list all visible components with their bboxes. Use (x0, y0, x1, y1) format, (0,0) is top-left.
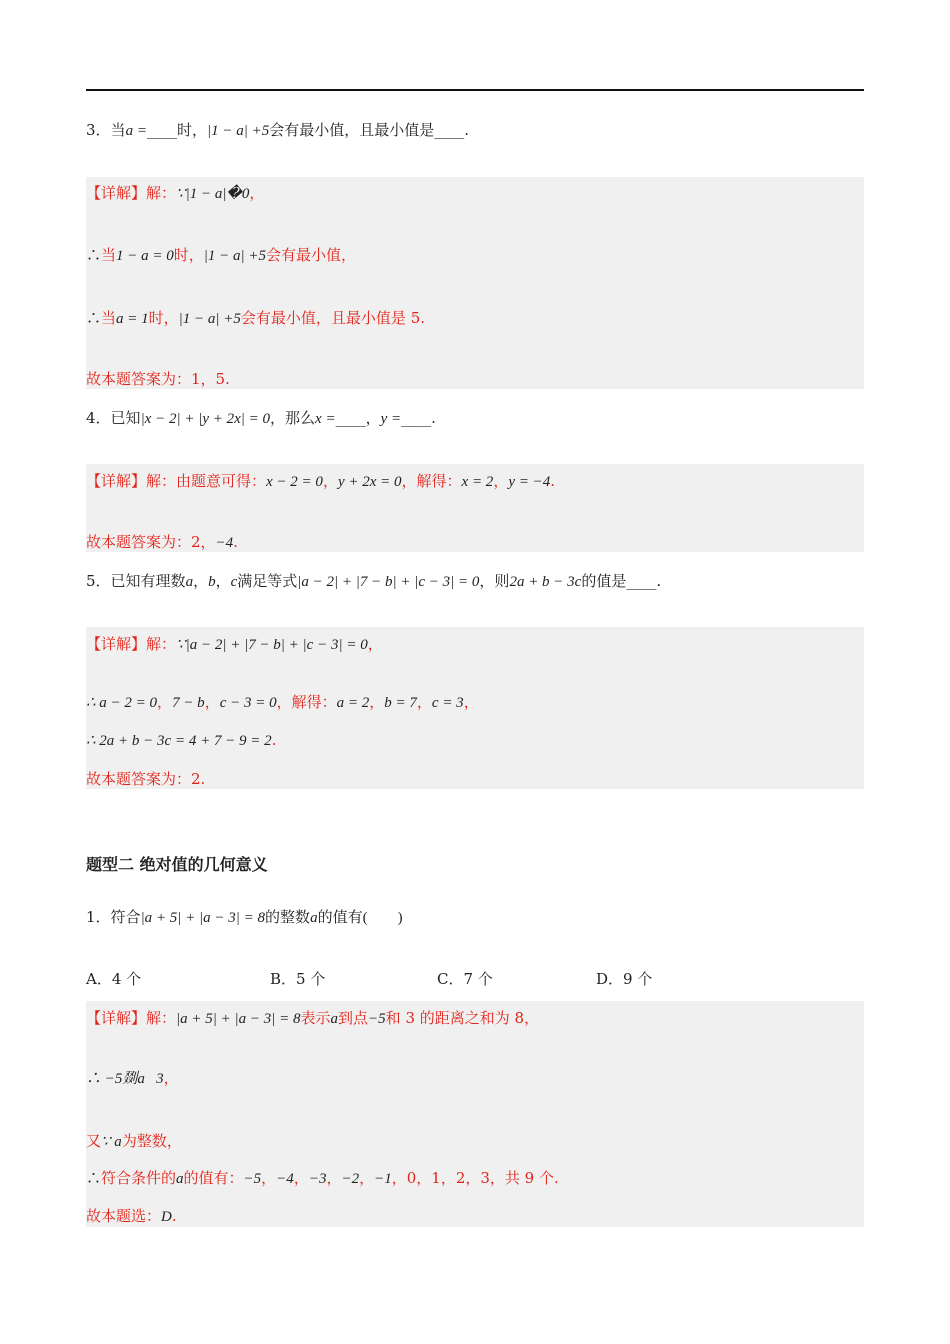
text: ，解得： (401, 472, 462, 490)
text: 解：由题意可得： (146, 472, 267, 490)
text: ， (365, 409, 381, 427)
header-rule (86, 89, 864, 91)
math: |a + 5| + |a − 3| = 8 (176, 1011, 301, 1027)
text: 时， (176, 121, 207, 139)
answer-blank: ____ (335, 409, 366, 427)
question-number: 4． (86, 409, 111, 427)
math: x = 2 (461, 474, 494, 490)
text: ，那么 (270, 409, 316, 427)
text: 当 (101, 246, 117, 264)
answer-text: 故本题答案为：2. (86, 770, 206, 788)
answer-text: 故本题答案为：1，5. (86, 370, 230, 388)
solution-5-line-3 (86, 730, 276, 751)
math: b (208, 574, 216, 590)
math: a (176, 1171, 184, 1187)
math: D (161, 1209, 172, 1225)
answer-blank: ____ (146, 121, 177, 139)
math: y + 2x = 0 (337, 474, 402, 490)
text: 的值有： (183, 1169, 244, 1187)
text: ， (204, 693, 220, 711)
solution-1-line-2 (86, 1068, 179, 1089)
question-3 (86, 120, 469, 141)
answer-blank: ____ (401, 409, 432, 427)
solution-3-answer (86, 369, 230, 389)
math: a (330, 1011, 339, 1027)
text: . (271, 731, 277, 749)
solution-5-answer (86, 769, 205, 789)
math: c (230, 574, 238, 590)
text: 的整数 (265, 908, 311, 926)
math: |x − 2| + |y + 2x| = 0 (140, 411, 271, 427)
text: 表示 (300, 1009, 331, 1027)
math: ∴ −5剟a 3 (86, 1071, 164, 1087)
math: |1 − a| +5 (203, 248, 267, 264)
math: −4 (276, 1171, 294, 1187)
question-number: 3． (86, 121, 111, 139)
solution-3-line-1 (86, 183, 264, 204)
solution-1-answer (86, 1206, 177, 1227)
question-number: 5． (86, 572, 111, 590)
math: −5 (368, 1011, 386, 1027)
math: c = 3 (431, 695, 464, 711)
text: . (550, 472, 556, 490)
detail-tag: 【详解】 (86, 635, 147, 653)
answer-blank: ____ (434, 121, 465, 139)
text: ， (369, 693, 385, 711)
text: ， (261, 1169, 277, 1187)
math: ∵|a − 2| + |7 − b| + |c − 3| = 0 (176, 637, 368, 653)
text: ， (193, 572, 209, 590)
math: |a − 2| + |7 − b| + |c − 3| = 0 (297, 574, 480, 590)
text: ， (157, 693, 173, 711)
math: a = 1 (116, 311, 149, 327)
solution-1-line-3 (86, 1131, 182, 1152)
question-1 (86, 907, 403, 928)
solution-box-1 (86, 1001, 864, 1227)
text: ，解得： (276, 693, 337, 711)
math: ∵|1 − a|�0 (176, 186, 250, 202)
solution-1-line-1 (86, 1008, 539, 1029)
math: −3 (308, 1171, 327, 1187)
text: 满足等式 (237, 572, 298, 590)
math: a (185, 574, 194, 590)
solution-4-answer (86, 532, 238, 553)
text: 已知有理数 (110, 572, 186, 590)
option-a: A．4 个 (86, 970, 142, 988)
text: ， (163, 1069, 179, 1087)
text: 为整数， (121, 1132, 182, 1150)
math: x = (315, 411, 336, 427)
math: b = 7 (384, 695, 417, 711)
math: a = (125, 123, 147, 139)
answer-text: 故本题选： (86, 1207, 162, 1225)
text: ，0，1，2，3，共 9 个. (391, 1169, 559, 1187)
text: ， (493, 472, 509, 490)
option-b: B．5 个 (270, 970, 326, 988)
section-title: 题型二 绝对值的几何意义 (86, 855, 268, 874)
answer-text: 故本题答案为：2， (86, 533, 216, 551)
text: 的值是 (581, 572, 627, 590)
text: . (431, 409, 436, 427)
answer-blank: ____ (626, 572, 657, 590)
math: −1 (374, 1171, 392, 1187)
text: ， (463, 693, 479, 711)
detail-tag: 【详解】 (86, 184, 147, 202)
text: 符合条件的 (101, 1169, 177, 1187)
math: |1 − a| +5 (206, 123, 270, 139)
text: ， (416, 693, 432, 711)
solution-5-line-2 (86, 692, 479, 713)
text: ， (322, 472, 338, 490)
text: ，则 (479, 572, 510, 590)
math: a = 2 (336, 695, 370, 711)
text: 已知 (110, 409, 141, 427)
question-4 (86, 408, 436, 429)
math: −4 (215, 535, 234, 551)
math: y = (380, 411, 402, 427)
math: −2 (341, 1171, 360, 1187)
text: 解： (146, 184, 177, 202)
math: y = −4 (508, 474, 551, 490)
text: 会有最小值，且最小值是 5. (240, 309, 426, 327)
text: 当 (110, 121, 126, 139)
text: 当 (101, 309, 117, 327)
therefore-symbol: ∴ (86, 246, 102, 264)
math: 2a + b − 3c (509, 574, 582, 590)
option-c: C．7 个 (437, 970, 493, 988)
solution-box-3 (86, 177, 864, 389)
text: 解： (146, 635, 177, 653)
math: c − 3 = 0 (219, 695, 277, 711)
text: 又 (86, 1132, 102, 1150)
text: ， (359, 1169, 375, 1187)
therefore-symbol: ∴ (86, 309, 102, 327)
text: . (171, 1207, 177, 1225)
text: 的值有 (317, 908, 363, 926)
text: 会有最小值，且最小值是 (269, 121, 435, 139)
text: ， (293, 1169, 309, 1187)
therefore-symbol: ∴ (86, 1169, 102, 1187)
solution-3-line-3 (86, 308, 425, 329)
question-5 (86, 571, 661, 592)
text: ， (367, 635, 383, 653)
text: 解： (146, 1009, 177, 1027)
answer-parentheses: ( ) (362, 910, 403, 926)
solution-4-line-1 (86, 471, 555, 492)
text: ， (215, 572, 231, 590)
math: ∴ 2a + b − 3c = 4 + 7 − 9 = 2 (86, 733, 272, 749)
option-d: D．9 个 (596, 970, 653, 988)
text: . (233, 533, 238, 551)
math: |a + 5| + |a − 3| = 8 (140, 910, 266, 926)
text: . (656, 572, 662, 590)
text: 到点 (338, 1009, 369, 1027)
detail-tag: 【详解】 (86, 1009, 147, 1027)
detail-tag: 【详解】 (86, 472, 147, 490)
text: ， (249, 184, 265, 202)
question-number: 1． (86, 908, 111, 926)
solution-1-line-4 (86, 1168, 559, 1189)
solution-5-line-1 (86, 634, 383, 655)
text: 符合 (110, 908, 141, 926)
solution-3-line-2 (86, 245, 356, 266)
text: . (464, 121, 469, 139)
math: x − 2 = 0 (266, 474, 323, 490)
math: −5 (243, 1171, 262, 1187)
text: ， (326, 1169, 342, 1187)
math: 1 − a = 0 (116, 248, 174, 264)
math: ∴ a − 2 = 0 (86, 695, 158, 711)
math: ∵ a (101, 1134, 122, 1150)
math: |1 − a| +5 (178, 311, 241, 327)
text: 和 3 的距离之和为 8， (385, 1009, 540, 1027)
math: a (310, 910, 318, 926)
text: 会有最小值， (266, 246, 357, 264)
math: 7 − b (172, 695, 205, 711)
text: 时， (148, 309, 179, 327)
text: 时， (173, 246, 204, 264)
